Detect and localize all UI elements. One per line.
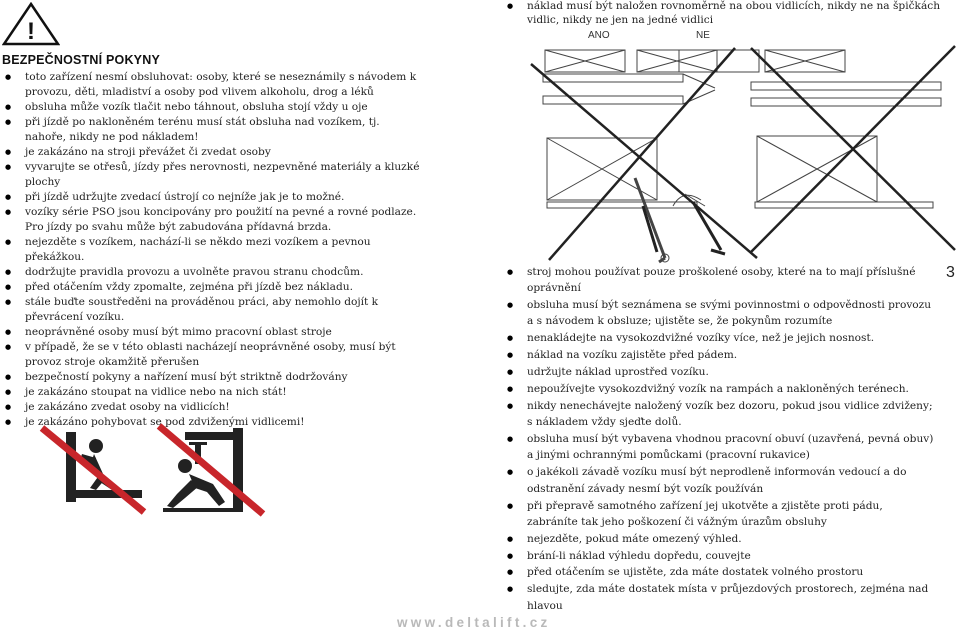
warning-symbol: ! [27, 18, 35, 45]
list-item: ● je zakázáno stoupat na vidlice nebo na nich stát! [3, 385, 423, 400]
list-item: ● neoprávněné osoby musí být mimo pracovní oblast stroje [3, 325, 423, 340]
warning-triangle-icon [2, 2, 60, 46]
list-item: ● stroj mohou používat pouze proškolené osoby, které na to mají příslušné oprávnění [505, 264, 935, 297]
list-item: ● nejezděte s vozíkem, nachází-li se někdo mezi vozíkem a pevnou překážkou. [3, 235, 423, 265]
list-item: ● vozíky série PSO jsou koncipovány pro použití na pevné a rovné podlaze. Pro jízdy po svahu může být zabudována přídavná brzda. [3, 205, 423, 235]
list-item: ● náklad na vozíku zajistěte před pádem. [505, 347, 935, 363]
list-item: ● při jízdě po nakloněném terénu musí stát obsluha nad vozíkem, tj. nahoře, nikdy ne pod nákladem! [3, 115, 423, 145]
footer-url: www.deltalift.cz [397, 615, 551, 630]
label-no: NE [696, 30, 710, 41]
list-item: ● je zakázáno zvedat osoby na vidlicích! [3, 400, 423, 415]
left-safety-list [3, 70, 423, 430]
list-item: ● nenakládejte na vysokozdvižné vozíky více, než je jejich nosnost. [505, 330, 935, 346]
list-item: ● sledujte, zda máte dostatek místa v průjezdových prostorech, zejména nad hlavou [505, 581, 935, 614]
list-item: ● stále buďte soustředěni na prováděnou práci, aby nemohlo dojít k převrácení vozíku. [3, 295, 423, 325]
list-item: ● obsluha musí být seznámena se svými povinnostmi o odpovědnosti provozu a s návodem k obsluze; ujistěte se, že pokynům rozumíte [505, 297, 935, 330]
list-item: ● při jízdě udržujte zvedací ústrojí co nejníže jak je to možné. [3, 190, 423, 205]
list-item: ● toto zařízení nesmí obsluhovat: osoby, které se neseznámily s návodem k provozu, děti, mladiství a osoby pod vlivem alkoholu, drog a léků [3, 70, 423, 100]
no-standing-under-forks-icon [155, 422, 267, 518]
list-item: ● bezpečností pokyny a nařízení musí být striktně dodržovány [3, 370, 423, 385]
list-item: ● před otáčením se ujistěte, zda máte dostatek volného prostoru [505, 564, 935, 580]
list-item: ● udržujte náklad uprostřed vozíku. [505, 364, 935, 380]
section-title: BEZPEČNOSTNÍ POKYNY [2, 53, 160, 67]
list-item: ● při přepravě samotného zařízení jej ukotvěte a zjistěte proti pádu, zabráníte tak jeho poškození či vážným úrazům obsluhy [505, 498, 935, 531]
list-item: ● nepoužívejte vysokozdvižný vozík na rampách a nakloněných terénech. [505, 381, 935, 397]
right-safety-list [505, 264, 935, 615]
label-yes: ANO [588, 30, 610, 41]
list-item: ● je zakázáno na stroji převážet či zvedat osoby [3, 145, 423, 160]
list-item: ● obsluha může vozík tlačit nebo táhnout, obsluha stojí vždy u oje [3, 100, 423, 115]
page-number: 3 [946, 264, 955, 281]
list-item: ● brání-li náklad výhledu dopředu, couvejte [505, 548, 935, 564]
list-item: ● v případě, že se v této oblasti nacházejí neoprávněné osoby, musí být provoz stroje okamžitě přerušen [3, 340, 423, 370]
list-item: ● nikdy nenechávejte naložený vozík bez dozoru, pokud jsou vidlice zdviženy; s nákladem vždy sjeďte dolů. [505, 398, 935, 431]
list-item: ● o jakékoli závadě vozíku musí být neprodleně informován vedoucí a do odstranění závady nesmí být vozík používán [505, 464, 935, 497]
list-item: ● dodržujte pravidla provozu a uvolněte pravou stranu chodcům. [3, 265, 423, 280]
list-item: ● před otáčením vždy zpomalte, zejména při jízdě bez nákladu. [3, 280, 423, 295]
top-right-list [505, 0, 945, 27]
load-distribution-diagram [525, 38, 959, 264]
list-item: ● vyvarujte se otřesů, jízdy přes nerovnosti, nezpevněné materiály a kluzké plochy [3, 160, 423, 190]
list-item: ● obsluha musí být vybavena vhodnou pracovní obuví (uzavřená, pevná obuv) a jinými ochrannými pomůckami (pracovní rukavice) [505, 431, 935, 464]
list-item: ● je zakázáno pohybovat se pod zdviženými vidlicemi! [3, 415, 423, 430]
list-item: ● nejezděte, pokud máte omezený výhled. [505, 531, 935, 547]
list-item: ● náklad musí být naložen rovnoměrně na obou vidlicích, nikdy ne na špičkách vidlic, nikdy ne jen na jedné vidlici [505, 0, 945, 27]
no-standing-on-forks-icon [38, 424, 148, 516]
